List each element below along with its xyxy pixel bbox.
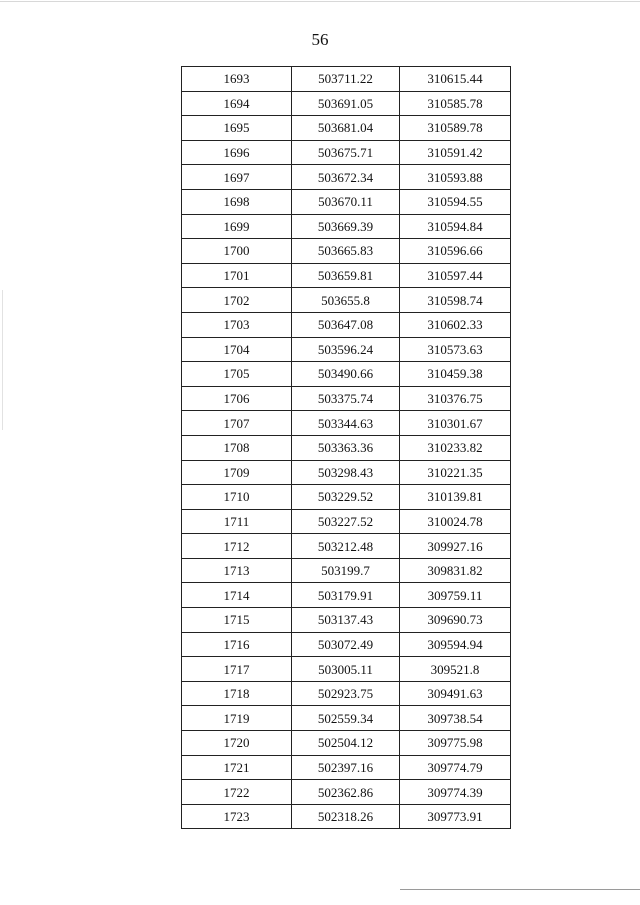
y-coordinate-cell: 310589.78: [400, 116, 511, 141]
table-row: [182, 534, 511, 559]
point-number-cell: 1723: [182, 804, 292, 829]
point-number-cell: 1700: [182, 239, 292, 264]
point-number-cell: 1722: [182, 780, 292, 805]
x-coordinate-cell: 503227.52: [292, 509, 400, 534]
table-row: [182, 558, 511, 583]
y-coordinate-cell: 310459.38: [400, 362, 511, 387]
x-coordinate-cell: 503711.22: [292, 67, 400, 92]
table-row: [182, 632, 511, 657]
y-coordinate-cell: 310593.88: [400, 165, 511, 190]
point-number-cell: 1704: [182, 337, 292, 362]
table-row: [182, 362, 511, 387]
scan-edge-left: [2, 290, 3, 430]
y-coordinate-cell: 310585.78: [400, 91, 511, 116]
y-coordinate-cell: 310139.81: [400, 485, 511, 510]
table-row: [182, 460, 511, 485]
table-row: [182, 214, 511, 239]
y-coordinate-cell: 310615.44: [400, 67, 511, 92]
y-coordinate-cell: 310024.78: [400, 509, 511, 534]
y-coordinate-cell: 309774.39: [400, 780, 511, 805]
point-number-cell: 1706: [182, 386, 292, 411]
y-coordinate-cell: 310594.55: [400, 189, 511, 214]
y-coordinate-cell: 310376.75: [400, 386, 511, 411]
x-coordinate-cell: 503655.8: [292, 288, 400, 313]
table-row: [182, 509, 511, 534]
y-coordinate-cell: 310598.74: [400, 288, 511, 313]
point-number-cell: 1707: [182, 411, 292, 436]
y-coordinate-cell: 309759.11: [400, 583, 511, 608]
table-row: [182, 657, 511, 682]
table-row: [182, 91, 511, 116]
table-row: [182, 116, 511, 141]
table-row: [182, 485, 511, 510]
x-coordinate-cell: 503490.66: [292, 362, 400, 387]
x-coordinate-cell: 503665.83: [292, 239, 400, 264]
x-coordinate-cell: 503669.39: [292, 214, 400, 239]
point-number-cell: 1696: [182, 140, 292, 165]
x-coordinate-cell: 503375.74: [292, 386, 400, 411]
table-row: [182, 386, 511, 411]
x-coordinate-cell: 502362.86: [292, 780, 400, 805]
table-row: [182, 780, 511, 805]
point-number-cell: 1720: [182, 731, 292, 756]
point-number-cell: 1711: [182, 509, 292, 534]
x-coordinate-cell: 503137.43: [292, 608, 400, 633]
table-row: [182, 804, 511, 829]
point-number-cell: 1694: [182, 91, 292, 116]
table-row: [182, 239, 511, 264]
point-number-cell: 1714: [182, 583, 292, 608]
y-coordinate-cell: 309521.8: [400, 657, 511, 682]
y-coordinate-cell: 309775.98: [400, 731, 511, 756]
y-coordinate-cell: 309738.54: [400, 706, 511, 731]
point-number-cell: 1698: [182, 189, 292, 214]
y-coordinate-cell: 309831.82: [400, 558, 511, 583]
x-coordinate-cell: 503681.04: [292, 116, 400, 141]
point-number-cell: 1709: [182, 460, 292, 485]
point-number-cell: 1699: [182, 214, 292, 239]
point-number-cell: 1719: [182, 706, 292, 731]
x-coordinate-cell: 503672.34: [292, 165, 400, 190]
y-coordinate-cell: 310301.67: [400, 411, 511, 436]
scan-edge-bottom: [400, 889, 640, 890]
table-row: [182, 189, 511, 214]
x-coordinate-cell: 503596.24: [292, 337, 400, 362]
table-row: [182, 706, 511, 731]
table-row: [182, 411, 511, 436]
coordinates-table: [181, 66, 511, 829]
table-row: [182, 608, 511, 633]
point-number-cell: 1705: [182, 362, 292, 387]
page-number: 56: [311, 30, 329, 49]
point-number-cell: 1693: [182, 67, 292, 92]
x-coordinate-cell: 502923.75: [292, 681, 400, 706]
x-coordinate-cell: 503229.52: [292, 485, 400, 510]
x-coordinate-cell: 503344.63: [292, 411, 400, 436]
x-coordinate-cell: 503659.81: [292, 263, 400, 288]
y-coordinate-cell: 310602.33: [400, 312, 511, 337]
x-coordinate-cell: 503199.7: [292, 558, 400, 583]
x-coordinate-cell: 503363.36: [292, 435, 400, 460]
x-coordinate-cell: 503072.49: [292, 632, 400, 657]
coordinates-table-body: [182, 67, 511, 829]
y-coordinate-cell: 310594.84: [400, 214, 511, 239]
y-coordinate-cell: 309594.94: [400, 632, 511, 657]
x-coordinate-cell: 503298.43: [292, 460, 400, 485]
x-coordinate-cell: 503179.91: [292, 583, 400, 608]
y-coordinate-cell: 309774.79: [400, 755, 511, 780]
table-row: [182, 755, 511, 780]
point-number-cell: 1713: [182, 558, 292, 583]
y-coordinate-cell: 309927.16: [400, 534, 511, 559]
point-number-cell: 1695: [182, 116, 292, 141]
point-number-cell: 1718: [182, 681, 292, 706]
x-coordinate-cell: 502318.26: [292, 804, 400, 829]
point-number-cell: 1708: [182, 435, 292, 460]
point-number-cell: 1721: [182, 755, 292, 780]
y-coordinate-cell: 309491.63: [400, 681, 511, 706]
table-row: [182, 263, 511, 288]
point-number-cell: 1717: [182, 657, 292, 682]
table-row: [182, 583, 511, 608]
point-number-cell: 1712: [182, 534, 292, 559]
point-number-cell: 1710: [182, 485, 292, 510]
y-coordinate-cell: 310573.63: [400, 337, 511, 362]
point-number-cell: 1716: [182, 632, 292, 657]
x-coordinate-cell: 503691.05: [292, 91, 400, 116]
table-row: [182, 681, 511, 706]
table-row: [182, 165, 511, 190]
y-coordinate-cell: 310597.44: [400, 263, 511, 288]
table-row: [182, 288, 511, 313]
y-coordinate-cell: 309690.73: [400, 608, 511, 633]
point-number-cell: 1715: [182, 608, 292, 633]
x-coordinate-cell: 503212.48: [292, 534, 400, 559]
point-number-cell: 1701: [182, 263, 292, 288]
point-number-cell: 1702: [182, 288, 292, 313]
x-coordinate-cell: 502559.34: [292, 706, 400, 731]
y-coordinate-cell: 310233.82: [400, 435, 511, 460]
point-number-cell: 1703: [182, 312, 292, 337]
table-row: [182, 312, 511, 337]
x-coordinate-cell: 503675.71: [292, 140, 400, 165]
scan-edge-top: [0, 1, 640, 2]
y-coordinate-cell: 310596.66: [400, 239, 511, 264]
table-row: [182, 435, 511, 460]
x-coordinate-cell: 502504.12: [292, 731, 400, 756]
x-coordinate-cell: 503647.08: [292, 312, 400, 337]
table-row: [182, 731, 511, 756]
table-row: [182, 67, 511, 92]
table-row: [182, 337, 511, 362]
x-coordinate-cell: 502397.16: [292, 755, 400, 780]
x-coordinate-cell: 503670.11: [292, 189, 400, 214]
y-coordinate-cell: 310591.42: [400, 140, 511, 165]
y-coordinate-cell: 309773.91: [400, 804, 511, 829]
point-number-cell: 1697: [182, 165, 292, 190]
x-coordinate-cell: 503005.11: [292, 657, 400, 682]
y-coordinate-cell: 310221.35: [400, 460, 511, 485]
table-row: [182, 140, 511, 165]
